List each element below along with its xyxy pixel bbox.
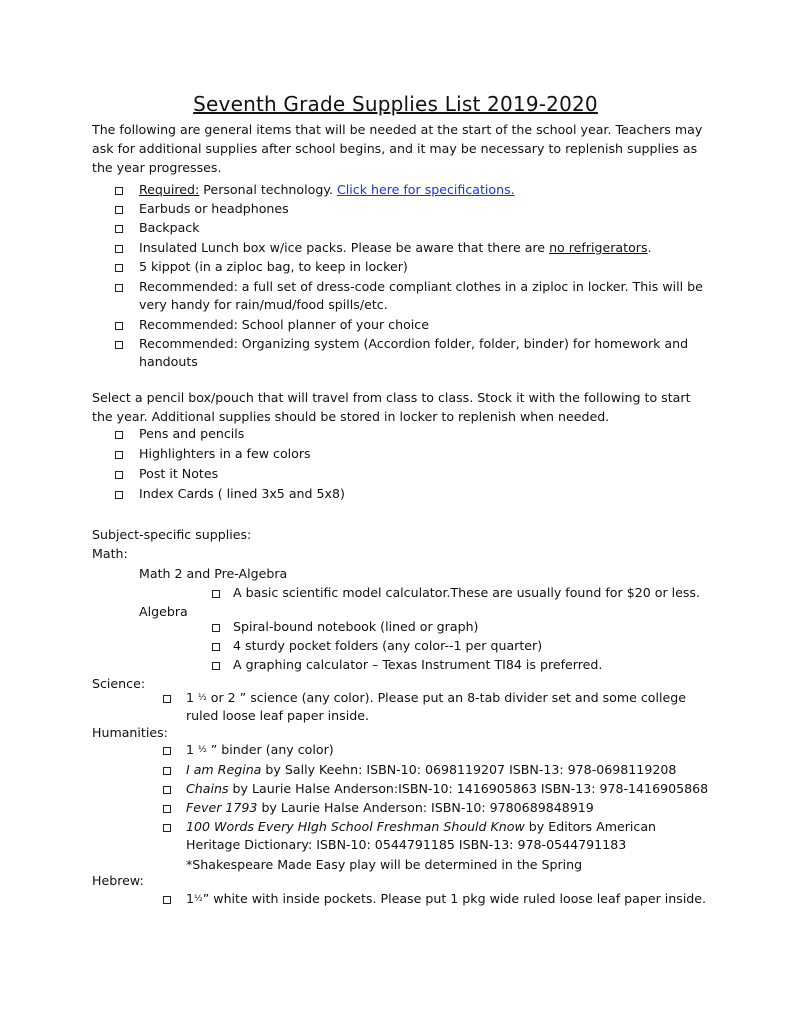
list-item-highlighters: Highlighters in a few colors	[139, 446, 311, 461]
science-fraction: ½	[198, 693, 207, 703]
checkbox-icon	[163, 786, 171, 794]
book-details: by Laurie Halse Anderson: ISBN-10: 9780689848919	[257, 800, 594, 815]
humanities-heading: Humanities:	[92, 725, 168, 740]
list-item-required	[139, 181, 699, 199]
list-item-science-binder	[186, 689, 706, 725]
checkbox-icon	[115, 341, 123, 349]
checkbox-icon	[115, 451, 123, 459]
intro-paragraph: The following are general items that will be needed at the start of the school year. Teachers may ask for additional supplies after school begins, and it may be necessary to replenish supplies as the year progresses.	[92, 122, 703, 175]
checkbox-icon	[115, 322, 123, 330]
checkbox-icon	[115, 225, 123, 233]
math2-heading: Math 2 and Pre-Algebra	[139, 566, 288, 581]
hebrew-fraction: ½	[194, 894, 203, 904]
checkbox-icon	[163, 805, 171, 813]
list-item-fever-1793	[186, 799, 594, 817]
list-item-pocket-folders: 4 sturdy pocket folders (any color--1 per quarter)	[233, 638, 543, 653]
list-item-notebook: Spiral-bound notebook (lined or graph)	[233, 619, 479, 634]
checkbox-icon	[115, 491, 123, 499]
science-size: 1	[186, 690, 199, 705]
science-heading: Science:	[92, 676, 146, 691]
book-details: by Editors American Heritage Dictionary: ISBN-10: 0544791185 ISBN-13: 978-0544791183	[186, 819, 657, 852]
pencil-intro-paragraph: Select a pencil box/pouch that will travel from class to class. Stock it with the following to start the year. Additional supplies should be stored in locker to replenish when needed.	[92, 390, 691, 424]
list-item-clothes: Recommended: a full set of dress-code compliant clothes in a ziploc in locker. This will be very handy for rain/mud/food spills/etc.	[139, 279, 703, 312]
lunch-text: Insulated Lunch box w/ice packs. Please be aware that there are	[139, 240, 550, 255]
no-refrigerators-text: no refrigerators	[549, 240, 648, 255]
book-title: Chains	[186, 781, 229, 796]
list-item-i-am-regina	[186, 761, 676, 779]
book-title: 100 Words Every HIgh School Freshman Should Know	[186, 819, 525, 834]
checkbox-icon	[115, 245, 123, 253]
checkbox-icon	[115, 471, 123, 479]
checkbox-icon	[163, 896, 171, 904]
hebrew-size: 1	[186, 891, 195, 906]
list-item-graphing-calculator: A graphing calculator – Texas Instrument TI84 is preferred.	[233, 657, 603, 672]
specifications-link[interactable]: Click here for specifications.	[336, 182, 515, 197]
list-item-lunch	[139, 239, 699, 257]
hebrew-heading: Hebrew:	[92, 873, 144, 888]
checkbox-icon	[163, 767, 171, 775]
book-details: by Laurie Halse Anderson:ISBN-10: 1416905863 ISBN-13: 978-1416905868	[228, 781, 709, 796]
binder-fraction: ½	[198, 745, 207, 755]
list-item-earbuds: Earbuds or headphones	[139, 201, 289, 216]
list-item-post-it: Post it Notes	[139, 466, 219, 481]
book-title: Fever 1793	[186, 800, 258, 815]
checkbox-icon	[115, 431, 123, 439]
required-text: Personal technology.	[199, 182, 337, 197]
science-text: or 2 ” science (any color). Please put an 8-tab divider set and some college ruled loose leaf paper inside.	[186, 690, 687, 723]
list-item-organizer: Recommended: Organizing system (Accordion folder, folder, binder) for homework and handouts	[139, 336, 689, 369]
book-title: I am Regina	[186, 762, 262, 777]
checkbox-icon	[163, 695, 171, 703]
checkbox-icon	[163, 747, 171, 755]
list-item-pens: Pens and pencils	[139, 426, 245, 441]
checkbox-icon	[212, 624, 220, 632]
list-item-backpack: Backpack	[139, 220, 200, 235]
checkbox-icon	[115, 264, 123, 272]
shakespeare-note: *Shakespeare Made Easy play will be determined in the Spring	[186, 857, 583, 872]
list-item-planner: Recommended: School planner of your choice	[139, 317, 429, 332]
list-item-chains	[186, 780, 708, 798]
list-item-index-cards: Index Cards ( lined 3x5 and 5x8)	[139, 486, 345, 501]
checkbox-icon	[115, 206, 123, 214]
math-heading: Math:	[92, 546, 128, 561]
checkbox-icon	[212, 662, 220, 670]
list-item-scientific-calculator: A basic scientific model calculator.These are usually found for $20 or less.	[233, 585, 700, 600]
checkbox-icon	[115, 284, 123, 292]
binder-text: ” binder (any color)	[206, 742, 334, 757]
checkbox-icon	[212, 643, 220, 651]
checkbox-icon	[163, 824, 171, 832]
list-item-100-words	[186, 818, 706, 854]
lunch-period: .	[647, 240, 652, 255]
book-details: by Sally Keehn: ISBN-10: 0698119207 ISBN-13: 978-0698119208	[261, 762, 677, 777]
checkbox-icon	[212, 590, 220, 598]
required-label: Required:	[139, 182, 200, 197]
checkbox-icon	[115, 187, 123, 195]
list-item-kippot: 5 kippot (in a ziploc bag, to keep in locker)	[139, 259, 408, 274]
binder-size: 1	[186, 742, 199, 757]
algebra-heading: Algebra	[139, 604, 188, 619]
page-title: Seventh Grade Supplies List 2019-2020	[193, 92, 598, 116]
hebrew-text: ” white with inside pockets. Please put 1 pkg wide ruled loose leaf paper inside.	[202, 891, 707, 906]
subject-heading: Subject-specific supplies:	[92, 527, 252, 542]
list-item-humanities-binder	[186, 741, 334, 759]
list-item-hebrew-binder	[186, 890, 706, 908]
